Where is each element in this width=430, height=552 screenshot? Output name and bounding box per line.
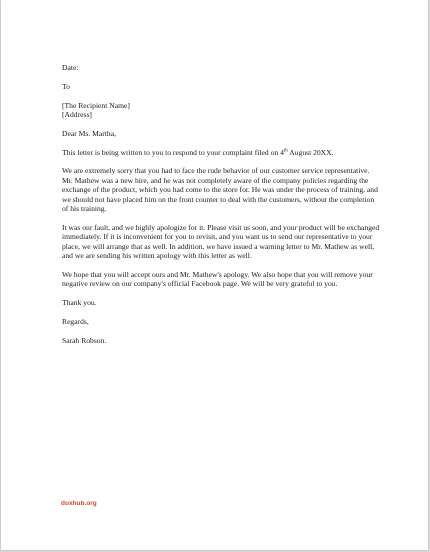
document-page (1, 0, 428, 550)
intro-paragraph (62, 148, 380, 157)
date-label: Date: (62, 63, 79, 72)
paragraph-apology: We are extremely sorry that you had to face the rude behavior of our customer service representative. Mr. Mathew was a new hire, and he was not completely aware of the company policies regarding the exchange of the product, which you had come to the store for. He was under the process of training, and we should not have placed him on the front counter to deal with the customers, without the completion of his training. (62, 166, 378, 214)
paragraph-resolution: It was our fault, and we highly apologize for it. Please visit us soon, and your product will be exchanged immediately. If it is inconvenient for you to revisit, and you want us to send our representative to your place, we will arrange that as well. In addition, we have issued a warning letter to Mr. Mathew as well, and we are sending his written apology with this letter as well. (62, 222, 380, 261)
recipient-address: [Address] (62, 110, 92, 119)
closing-line: Regards, (62, 316, 89, 326)
recipient-name: [The Recipient Name] (62, 100, 130, 110)
signature-name: Sarah Robson. (62, 335, 107, 345)
intro-text-after: August 20XX. (287, 147, 334, 157)
paragraph-request: We hope that you will accept ours and Mr. Mathew's apology. We also hope that you will remove your negative review on our company's official Facebook page. We will be very grateful to you. (62, 269, 373, 289)
salutation: Dear Ms. Martha, (62, 128, 116, 138)
thanks-line: Thank you. (62, 298, 97, 308)
to-label: To (62, 81, 70, 91)
letter-body (62, 63, 380, 345)
intro-text-before: This letter is being written to you to respond to your complaint filed on 4 (62, 147, 284, 157)
intro-ordinal-suffix: th (283, 148, 288, 154)
footer-watermark: doxhub.org (61, 500, 97, 507)
